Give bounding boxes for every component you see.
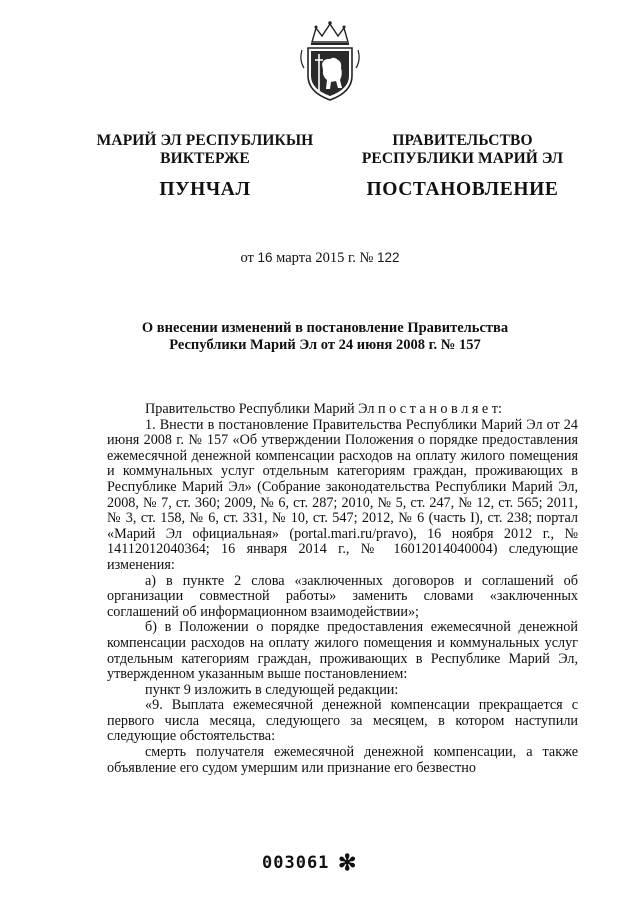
paragraph-item9: «9. Выплата ежемесячной денежной компенсации прекращается с первого числа месяца, следующего за месяцем, в котором наступили следующие обстоятельства: <box>107 697 578 745</box>
paragraph-item9-intro: пункт 9 изложить в следующей редакции: <box>145 681 399 698</box>
coat-of-arms-icon <box>298 20 362 102</box>
document-title <box>110 320 540 354</box>
serial-number: 003061 <box>262 853 330 873</box>
header-mari <box>80 132 330 199</box>
header-russian-line2: РЕСПУБЛИКИ МАРИЙ ЭЛ <box>361 150 564 167</box>
header-mari-line2: ВИКТЕРЖЕ <box>160 150 250 167</box>
paragraph-death: смерть получателя ежемесячной денежной компенсации, а также объявление его судом умершим или признание его безвестно <box>107 744 578 776</box>
header-mari-line1: МАРИЙ ЭЛ РЕСПУБЛИКЫН <box>96 132 314 149</box>
date-and-number <box>0 250 640 267</box>
header-russian-doc-type: ПОСТАНОВЛЕНИЕ <box>366 179 559 200</box>
header-mari-doc-type: ПУНЧАЛ <box>159 179 251 200</box>
document-body <box>107 402 578 776</box>
paragraph-a: а) в пункте 2 слова «заключенных договоров и соглашений об организации совместной работы» заменить словами «заключенных соглашений об информационном взаимодействии»; <box>107 572 578 620</box>
document-number: 122 <box>376 250 400 265</box>
date-prefix: от <box>240 250 254 266</box>
date-month-year: марта 2015 г. № <box>276 250 374 266</box>
header-russian-line1: ПРАВИТЕЛЬСТВО <box>392 132 533 149</box>
paragraph-b: б) в Положении о порядке предоставления ежемесячной денежной компенсации расходов на оплату жилого помещения и коммунальных услуг отдельным категориям граждан, проживающих в Республике Марий Эл, утвержденном указанным выше постановлением: <box>107 619 578 683</box>
date-day: 16 <box>257 250 273 265</box>
asterisk-mark-icon: ✻ <box>338 850 357 875</box>
paragraph-preamble: Правительство Республики Марий Эл п о с т а н о в л я е т: <box>145 401 502 417</box>
title-line2: Республики Марий Эл от 24 июня 2008 г. № 157 <box>169 337 481 353</box>
title-line1: О внесении изменений в постановление Правительства <box>141 320 509 336</box>
header-russian <box>340 132 585 199</box>
paragraph-1: 1. Внести в постановление Правительства Республики Марий Эл от 24 июня 2008 г. № 157 «Об утверждении Положения о порядке предоставления ежемесячной денежной компенсации расходов на оплату жилого помещения и коммунальных услуг отдельным категориям граждан, проживающих в Республике Марий Эл» (Собрание законодательства Республики Марий Эл, 2008, № 7, ст. 360; 2009, № 6, ст. 287; 2010, № 5, ст. 247, № 12, ст. 565; 2011, № 3, ст. 158, № 6, ст. 331, № 10, ст. 547; 2012, № 6 (часть I), ст. 238; портал «Марий Эл официальная» (portal.mari.ru/pravo), 16 ноября 2012 г., № 14112012040364; 16 января 2014 г., № 16012014040004) следующие изменения: <box>107 416 578 573</box>
